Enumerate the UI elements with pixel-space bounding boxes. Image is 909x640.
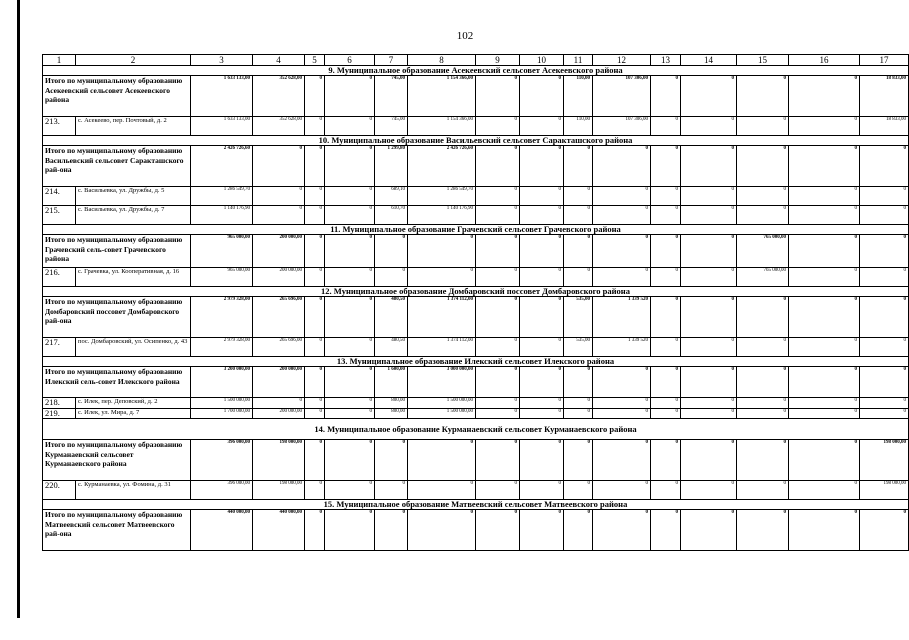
page-number: 102 (456, 30, 474, 42)
value-cell: 0 (408, 235, 476, 268)
object-address: с. Грачевка, ул. Кооперативная, д. 16 (76, 268, 191, 287)
object-address: с. Васильевка, ул. Дружбы, д. 7 (76, 206, 191, 225)
value-cell: 480,50 (375, 338, 408, 357)
value-cell: 0 (476, 440, 520, 481)
value-cell: 0 (651, 187, 681, 206)
value-cell: 0 (564, 481, 593, 500)
column-number: 14 (681, 55, 737, 66)
municipality-section-header (43, 66, 909, 76)
object-row (43, 206, 909, 225)
value-cell: 2 426 726,60 (191, 146, 253, 187)
value-cell: 0 (520, 206, 564, 225)
value-cell: 0 (651, 206, 681, 225)
column-number: 12 (593, 55, 651, 66)
value-cell: 0 (564, 146, 593, 187)
value-cell: 198 000,00 (860, 481, 909, 500)
value-cell: 0 (325, 440, 375, 481)
value-cell: 0 (564, 398, 593, 409)
value-cell: 0 (476, 510, 520, 551)
municipality-total-row (43, 510, 909, 551)
value-cell: 0 (476, 76, 520, 117)
value-cell: 0 (564, 367, 593, 398)
municipality-section-header (43, 287, 909, 297)
object-row (43, 338, 909, 357)
value-cell: 0 (305, 481, 325, 500)
object-number: 217. (43, 338, 76, 357)
value-cell: 1 500 000,00 (191, 398, 253, 409)
value-cell: 0 (681, 76, 737, 117)
value-cell: 0 (476, 235, 520, 268)
value-cell: 1 339 520 (593, 297, 651, 338)
value-cell: 0 (305, 338, 325, 357)
value-cell: 0 (593, 206, 651, 225)
value-cell: 0 (860, 206, 909, 225)
housing-program-table (42, 54, 909, 551)
municipality-section-header (43, 225, 909, 235)
total-label: Итого по муниципальному образованию Васильевский сельсовет Саракташского рай-она (43, 146, 191, 187)
value-cell: 0 (593, 268, 651, 287)
value-cell: 0 (375, 235, 408, 268)
object-address: с. Курманаевка, ул. Фомина, д. 31 (76, 481, 191, 500)
column-number: 11 (564, 55, 593, 66)
value-cell: 0 (325, 146, 375, 187)
value-cell: 480,50 (375, 297, 408, 338)
value-cell: 0 (253, 206, 305, 225)
value-cell: 0 (593, 481, 651, 500)
value-cell: 0 (860, 338, 909, 357)
value-cell: 0 (681, 146, 737, 187)
value-cell: 1 286 549,70 (191, 187, 253, 206)
value-cell: 0 (375, 440, 408, 481)
value-cell: 1 339 520 (593, 338, 651, 357)
value-cell: 0 (305, 297, 325, 338)
value-cell: 0 (737, 440, 789, 481)
value-cell: 745,00 (375, 117, 408, 136)
column-number: 5 (305, 55, 325, 66)
value-cell: 0 (737, 146, 789, 187)
value-cell: 0 (860, 268, 909, 287)
value-cell: 0 (860, 408, 909, 419)
object-row (43, 481, 909, 500)
value-cell: 0 (789, 297, 860, 338)
value-cell: 0 (305, 268, 325, 287)
value-cell: 0 (564, 440, 593, 481)
value-cell: 0 (520, 510, 564, 551)
value-cell: 0 (520, 187, 564, 206)
value-cell: 0 (305, 510, 325, 551)
value-cell: 0 (593, 408, 651, 419)
value-cell: 0 (681, 481, 737, 500)
object-address: пос. Домбаровский, ул. Осипенко, д. 43 (76, 338, 191, 357)
section-title: 12. Муниципальное образование Домбаровский поссовет Домбаровского района (43, 287, 909, 297)
value-cell: 0 (651, 268, 681, 287)
value-cell: 0 (737, 338, 789, 357)
value-cell: 0 (520, 408, 564, 419)
value-cell: 0 (651, 117, 681, 136)
value-cell: 396 000,00 (191, 440, 253, 481)
value-cell: 0 (681, 367, 737, 398)
value-cell: 0 (593, 440, 651, 481)
value-cell: 265 696,00 (253, 338, 305, 357)
value-cell: 765 000,00 (737, 235, 789, 268)
value-cell: 0 (737, 481, 789, 500)
value-cell: 0 (375, 268, 408, 287)
value-cell: 0 (305, 235, 325, 268)
object-number: 214. (43, 187, 76, 206)
municipality-total-row (43, 146, 909, 187)
value-cell: 0 (789, 367, 860, 398)
value-cell: 352 628,00 (253, 117, 305, 136)
value-cell: 1 500 000,00 (408, 408, 476, 419)
value-cell: 0 (305, 76, 325, 117)
value-cell: 0 (408, 440, 476, 481)
object-number: 220. (43, 481, 76, 500)
value-cell: 0 (520, 235, 564, 268)
value-cell: 1 286 549,70 (408, 187, 476, 206)
value-cell: 1 140 176,90 (191, 206, 253, 225)
value-cell: 18 833,00 (860, 117, 909, 136)
total-label: Итого по муниципальному образованию Илекский сель-совет Илекского района (43, 367, 191, 398)
column-number: 10 (520, 55, 564, 66)
value-cell: 965 000,00 (191, 268, 253, 287)
value-cell: 200 000,00 (253, 268, 305, 287)
value-cell: 200 000,00 (253, 367, 305, 398)
value-cell: 1 374 112,00 (408, 297, 476, 338)
value-cell: 0 (520, 268, 564, 287)
section-title: 10. Муниципальное образование Васильевский сельсовет Саракташского района (43, 136, 909, 146)
value-cell: 0 (681, 268, 737, 287)
value-cell: 0 (651, 440, 681, 481)
object-row (43, 408, 909, 419)
value-cell: 1 154 366,00 (408, 117, 476, 136)
object-row (43, 398, 909, 409)
object-address: с. Васильевка, ул. Дружбы, д. 5 (76, 187, 191, 206)
section-title: 15. Муниципальное образование Матвеевский сельсовет Матвеевского района (43, 500, 909, 510)
object-row (43, 268, 909, 287)
value-cell: 0 (520, 146, 564, 187)
object-number: 218. (43, 398, 76, 409)
value-cell: 1 299,80 (375, 146, 408, 187)
value-cell: 0 (593, 367, 651, 398)
value-cell: 0 (651, 408, 681, 419)
column-number: 1 (43, 55, 76, 66)
value-cell: 0 (520, 117, 564, 136)
column-number: 15 (737, 55, 789, 66)
value-cell: 1 633 133,00 (191, 117, 253, 136)
section-title: 14. Муниципальное образование Курманаевский сельсовет Курманаевского района (43, 419, 909, 440)
municipality-total-row (43, 440, 909, 481)
object-number: 215. (43, 206, 76, 225)
value-cell: 3 000 000,00 (408, 367, 476, 398)
value-cell: 0 (476, 367, 520, 398)
value-cell: 0 (681, 187, 737, 206)
value-cell: 800,00 (375, 398, 408, 409)
value-cell: 1 374 112,00 (408, 338, 476, 357)
value-cell: 0 (789, 440, 860, 481)
value-cell: 0 (520, 338, 564, 357)
value-cell: 0 (520, 297, 564, 338)
value-cell: 0 (564, 206, 593, 225)
value-cell: 0 (305, 408, 325, 419)
value-cell: 0 (325, 398, 375, 409)
value-cell: 0 (593, 510, 651, 551)
value-cell: 200 000,00 (253, 235, 305, 268)
value-cell: 689,10 (375, 187, 408, 206)
total-label: Итого по муниципальному образованию Матвеевский сельсовет Матвеевского рай-она (43, 510, 191, 551)
value-cell: 0 (789, 206, 860, 225)
object-address: с. Асекеево, пер. Почтовый, д. 2 (76, 117, 191, 136)
column-number: 3 (191, 55, 253, 66)
value-cell: 800,00 (375, 408, 408, 419)
value-cell: 0 (476, 481, 520, 500)
value-cell: 0 (789, 408, 860, 419)
value-cell: 965 000,00 (191, 235, 253, 268)
value-cell: 0 (253, 146, 305, 187)
total-label: Итого по муниципальному образованию Грачевский сель-совет Грачевского района (43, 235, 191, 268)
column-number: 8 (408, 55, 476, 66)
value-cell: 535,00 (564, 297, 593, 338)
value-cell: 2 979 328,00 (191, 297, 253, 338)
value-cell: 0 (681, 338, 737, 357)
value-cell: 0 (476, 117, 520, 136)
value-cell: 0 (651, 297, 681, 338)
value-cell: 0 (681, 440, 737, 481)
value-cell: 0 (860, 235, 909, 268)
value-cell: 0 (253, 398, 305, 409)
total-label: Итого по муниципальному образованию Асекеевский сельсовет Асекеевского района (43, 76, 191, 117)
total-label: Итого по муниципальному образованию Курманаевский сельсовет Курманаевского района (43, 440, 191, 481)
value-cell: 0 (651, 146, 681, 187)
column-number: 9 (476, 55, 520, 66)
page-binding-edge (17, 0, 20, 618)
value-cell: 1 633 133,00 (191, 76, 253, 117)
value-cell: 0 (305, 187, 325, 206)
value-cell: 0 (520, 367, 564, 398)
value-cell: 198 000,00 (253, 481, 305, 500)
value-cell: 1 154 366,00 (408, 76, 476, 117)
value-cell: 2 426 726,60 (408, 146, 476, 187)
value-cell: 0 (325, 408, 375, 419)
value-cell: 1 140 176,90 (408, 206, 476, 225)
value-cell: 0 (651, 510, 681, 551)
value-cell: 0 (737, 398, 789, 409)
value-cell: 440 000,00 (191, 510, 253, 551)
value-cell: 0 (789, 481, 860, 500)
value-cell: 610,70 (375, 206, 408, 225)
municipality-section-header (43, 419, 909, 440)
value-cell: 110,00 (564, 76, 593, 117)
total-label: Итого по муниципальному образованию Домбаровский поссовет Домбаровского рай-она (43, 297, 191, 338)
value-cell: 0 (305, 146, 325, 187)
value-cell: 0 (651, 398, 681, 409)
value-cell: 0 (520, 76, 564, 117)
column-number: 6 (325, 55, 375, 66)
value-cell: 0 (860, 187, 909, 206)
value-cell: 0 (325, 117, 375, 136)
column-number: 16 (789, 55, 860, 66)
value-cell: 0 (564, 187, 593, 206)
value-cell: 745,00 (375, 76, 408, 117)
object-number: 216. (43, 268, 76, 287)
value-cell: 352 628,00 (253, 76, 305, 117)
value-cell: 0 (325, 235, 375, 268)
value-cell: 0 (860, 510, 909, 551)
value-cell: 110,00 (564, 117, 593, 136)
value-cell: 535,00 (564, 338, 593, 357)
value-cell: 200 000,00 (253, 408, 305, 419)
object-row (43, 187, 909, 206)
object-address: с. Илек, пер. Деповский, д. 2 (76, 398, 191, 409)
value-cell: 107 306,00 (593, 117, 651, 136)
value-cell: 0 (789, 117, 860, 136)
municipality-total-row (43, 367, 909, 398)
value-cell: 0 (476, 206, 520, 225)
value-cell: 0 (325, 481, 375, 500)
value-cell: 0 (789, 510, 860, 551)
value-cell: 0 (651, 338, 681, 357)
value-cell: 0 (789, 187, 860, 206)
municipality-total-row (43, 76, 909, 117)
value-cell: 0 (681, 117, 737, 136)
value-cell: 0 (325, 187, 375, 206)
value-cell: 0 (737, 510, 789, 551)
value-cell: 1 500 000,00 (408, 398, 476, 409)
value-cell: 0 (651, 76, 681, 117)
value-cell: 0 (564, 510, 593, 551)
value-cell: 0 (860, 398, 909, 409)
value-cell: 0 (860, 297, 909, 338)
value-cell: 0 (305, 117, 325, 136)
value-cell: 0 (476, 146, 520, 187)
municipality-total-row (43, 297, 909, 338)
value-cell: 0 (253, 187, 305, 206)
value-cell: 1 700 000,00 (191, 408, 253, 419)
value-cell: 0 (789, 338, 860, 357)
column-number: 17 (860, 55, 909, 66)
object-row (43, 117, 909, 136)
value-cell: 0 (325, 367, 375, 398)
value-cell: 265 696,00 (253, 297, 305, 338)
value-cell: 0 (681, 398, 737, 409)
value-cell: 198 000,00 (253, 440, 305, 481)
value-cell: 0 (681, 206, 737, 225)
municipality-total-row (43, 235, 909, 268)
value-cell: 0 (737, 367, 789, 398)
value-cell: 0 (476, 338, 520, 357)
value-cell: 3 200 000,00 (191, 367, 253, 398)
value-cell: 0 (375, 510, 408, 551)
value-cell: 0 (476, 408, 520, 419)
value-cell: 0 (593, 187, 651, 206)
value-cell: 0 (520, 398, 564, 409)
value-cell: 2 979 328,00 (191, 338, 253, 357)
object-number: 219. (43, 408, 76, 419)
value-cell: 0 (325, 297, 375, 338)
value-cell: 0 (789, 235, 860, 268)
column-number: 4 (253, 55, 305, 66)
value-cell: 0 (737, 117, 789, 136)
value-cell: 0 (305, 206, 325, 225)
value-cell: 0 (651, 367, 681, 398)
value-cell: 396 000,00 (191, 481, 253, 500)
municipality-section-header (43, 136, 909, 146)
value-cell: 0 (305, 440, 325, 481)
value-cell: 107 306,00 (593, 76, 651, 117)
value-cell: 0 (564, 268, 593, 287)
value-cell: 1 600,00 (375, 367, 408, 398)
value-cell: 0 (520, 481, 564, 500)
value-cell: 0 (593, 398, 651, 409)
value-cell: 0 (408, 510, 476, 551)
value-cell: 0 (325, 268, 375, 287)
section-title: 11. Муниципальное образование Грачевский сельсовет Грачевского района (43, 225, 909, 235)
value-cell: 0 (651, 481, 681, 500)
value-cell: 0 (860, 367, 909, 398)
municipality-section-header (43, 500, 909, 510)
column-number-header (43, 55, 909, 66)
value-cell: 0 (789, 146, 860, 187)
section-title: 13. Муниципальное образование Илекский сельсовет Илекского района (43, 357, 909, 367)
value-cell: 0 (593, 235, 651, 268)
value-cell: 0 (737, 187, 789, 206)
value-cell: 0 (325, 338, 375, 357)
value-cell: 765 000,00 (737, 268, 789, 287)
value-cell: 198 000,00 (860, 440, 909, 481)
value-cell: 0 (737, 76, 789, 117)
value-cell: 0 (325, 76, 375, 117)
municipality-section-header (43, 357, 909, 367)
column-number: 7 (375, 55, 408, 66)
value-cell: 0 (789, 76, 860, 117)
value-cell: 0 (564, 235, 593, 268)
value-cell: 0 (375, 481, 408, 500)
value-cell: 0 (408, 268, 476, 287)
column-number: 2 (76, 55, 191, 66)
value-cell: 0 (476, 187, 520, 206)
value-cell: 0 (408, 481, 476, 500)
value-cell: 0 (789, 268, 860, 287)
value-cell: 0 (476, 398, 520, 409)
value-cell: 0 (860, 146, 909, 187)
object-number: 213. (43, 117, 76, 136)
value-cell: 0 (564, 408, 593, 419)
value-cell: 0 (681, 297, 737, 338)
value-cell: 0 (476, 297, 520, 338)
value-cell: 0 (593, 146, 651, 187)
value-cell: 0 (325, 206, 375, 225)
value-cell: 0 (737, 297, 789, 338)
value-cell: 0 (681, 510, 737, 551)
value-cell: 18 833,00 (860, 76, 909, 117)
value-cell: 0 (737, 408, 789, 419)
value-cell: 0 (520, 440, 564, 481)
value-cell: 440 000,00 (253, 510, 305, 551)
value-cell: 0 (305, 398, 325, 409)
value-cell: 0 (325, 510, 375, 551)
value-cell: 0 (476, 268, 520, 287)
value-cell: 0 (789, 398, 860, 409)
value-cell: 0 (737, 206, 789, 225)
object-address: с. Илек, ул. Мира, д. 7 (76, 408, 191, 419)
section-title: 9. Муниципальное образование Асекеевский сельсовет Асекеевского района (43, 66, 909, 76)
value-cell: 0 (651, 235, 681, 268)
value-cell: 0 (305, 367, 325, 398)
value-cell: 0 (681, 408, 737, 419)
column-number: 13 (651, 55, 681, 66)
value-cell: 0 (681, 235, 737, 268)
